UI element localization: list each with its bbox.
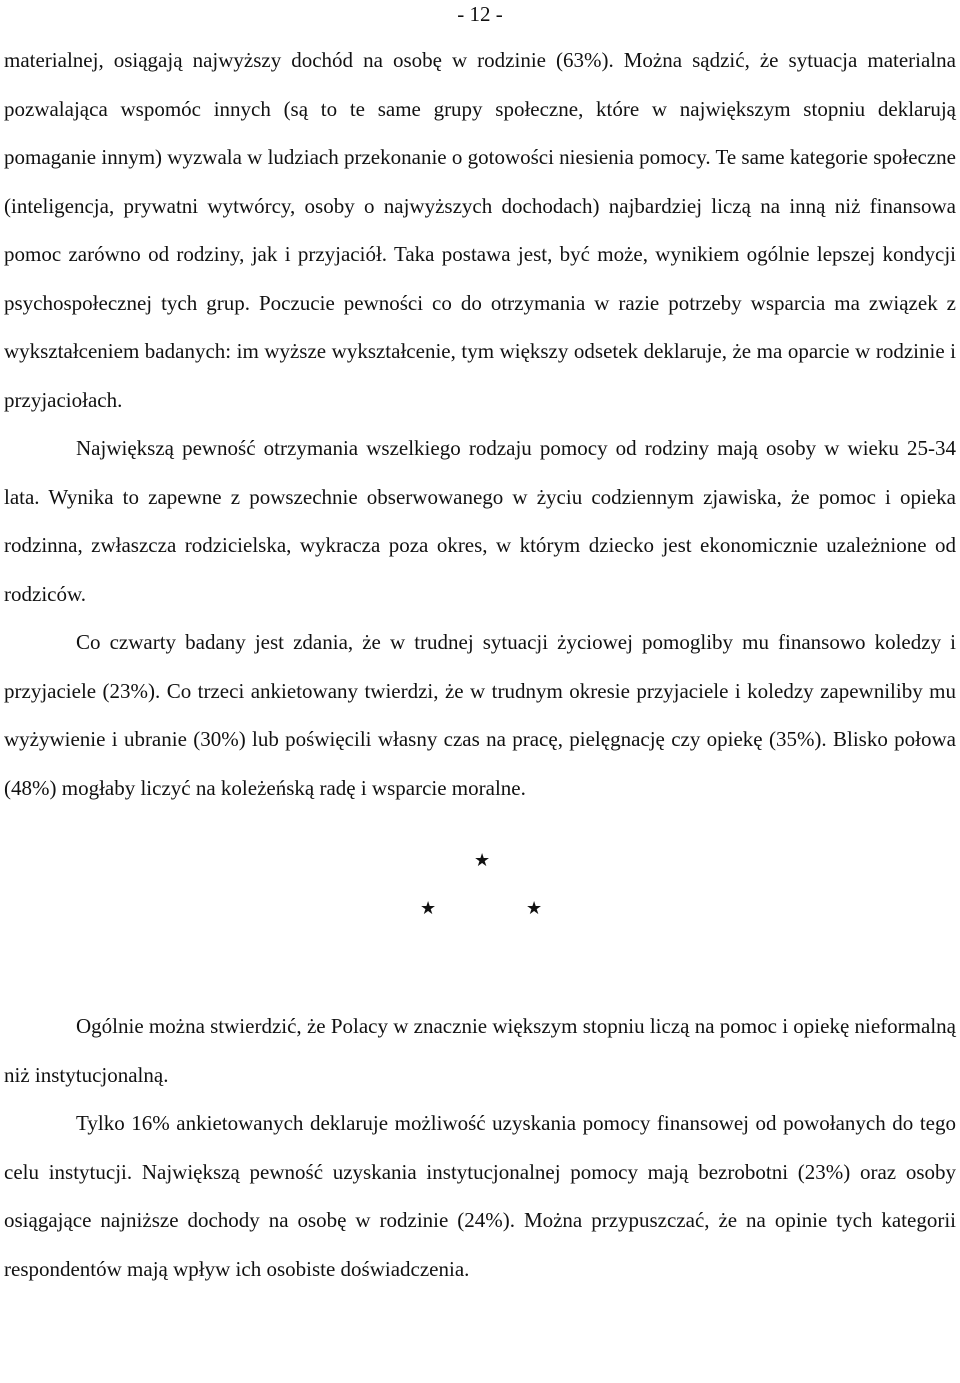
document-body [4,36,956,1293]
paragraph-5: Tylko 16% ankietowanych deklaruje możliwość uzyskania pomocy finansowej od powołanych do tego celu instytucji. Największą pewność uzyskania instytucjonalnej pomocy mają bezrobotni (23%) oraz osoby osiągające najniższe dochody na osobę w rodzinie (24%). Można przypuszczać, że na opinie tych kategorii respondentów mają wpływ ich osobiste doświadczenia. [4,1111,956,1281]
section-separator [4,812,956,1002]
star-icon: ★ [526,898,543,919]
paragraph-1: materialnej, osiągają najwyższy dochód na osobę w rodzinie (63%). Można sądzić, że sytuacja materialna pozwalająca wspomóc innych (są to te same grupy społeczne, które w największym stopniu deklarują pomaganie innym) wyzwala w ludziach przekonanie o gotowości niesienia pomocy. Te same kategorie społeczne (inteligencja, prywatni wytwórcy, osoby o najwyższych dochodach) najbardziej liczą na inną niż finansowa pomoc zarówno od rodziny, jak i przyjaciół. Taka postawa jest, być może, wynikiem ogólnie lepszej kondycji psychospołecznej tych grup. Poczucie pewności co do otrzymania w razie potrzeby wsparcia ma związek z wykształceniem badanych: im wyższe wykształcenie, tym większy odsetek deklaruje, że ma oparcie w rodzinie i przyjaciołach. [4,48,956,412]
star-icon: ★ [420,898,437,919]
star-icon: ★ [474,850,491,871]
paragraph-2: Największą pewność otrzymania wszelkiego rodzaju pomocy od rodziny mają osoby w wieku 25-34 lata. Wynika to zapewne z powszechnie obserwowanego w życiu codziennym zjawiska, że pomoc i opieka rodzinna, zwłaszcza rodzicielska, wykracza poza okres, w którym dziecko jest ekonomicznie uzależnione od rodziców. [4,436,956,606]
paragraph-4: Ogólnie można stwierdzić, że Polacy w znacznie większym stopniu liczą na pomoc i opiekę nieformalną niż instytucjonalną. [4,1014,956,1087]
paragraph-3: Co czwarty badany jest zdania, że w trudnej sytuacji życiowej pomogliby mu finansowo koledzy i przyjaciele (23%). Co trzeci ankietowany twierdzi, że w trudnym okresie przyjaciele i koledzy zapewniliby mu wyżywienie i ubranie (30%) lub poświęcili własny czas na pracę, pielęgnację czy opiekę (35%). Blisko połowa (48%) mogłaby liczyć na koleżeńską radę i wsparcie moralne. [4,630,956,800]
page-number: - 12 - [457,2,503,26]
